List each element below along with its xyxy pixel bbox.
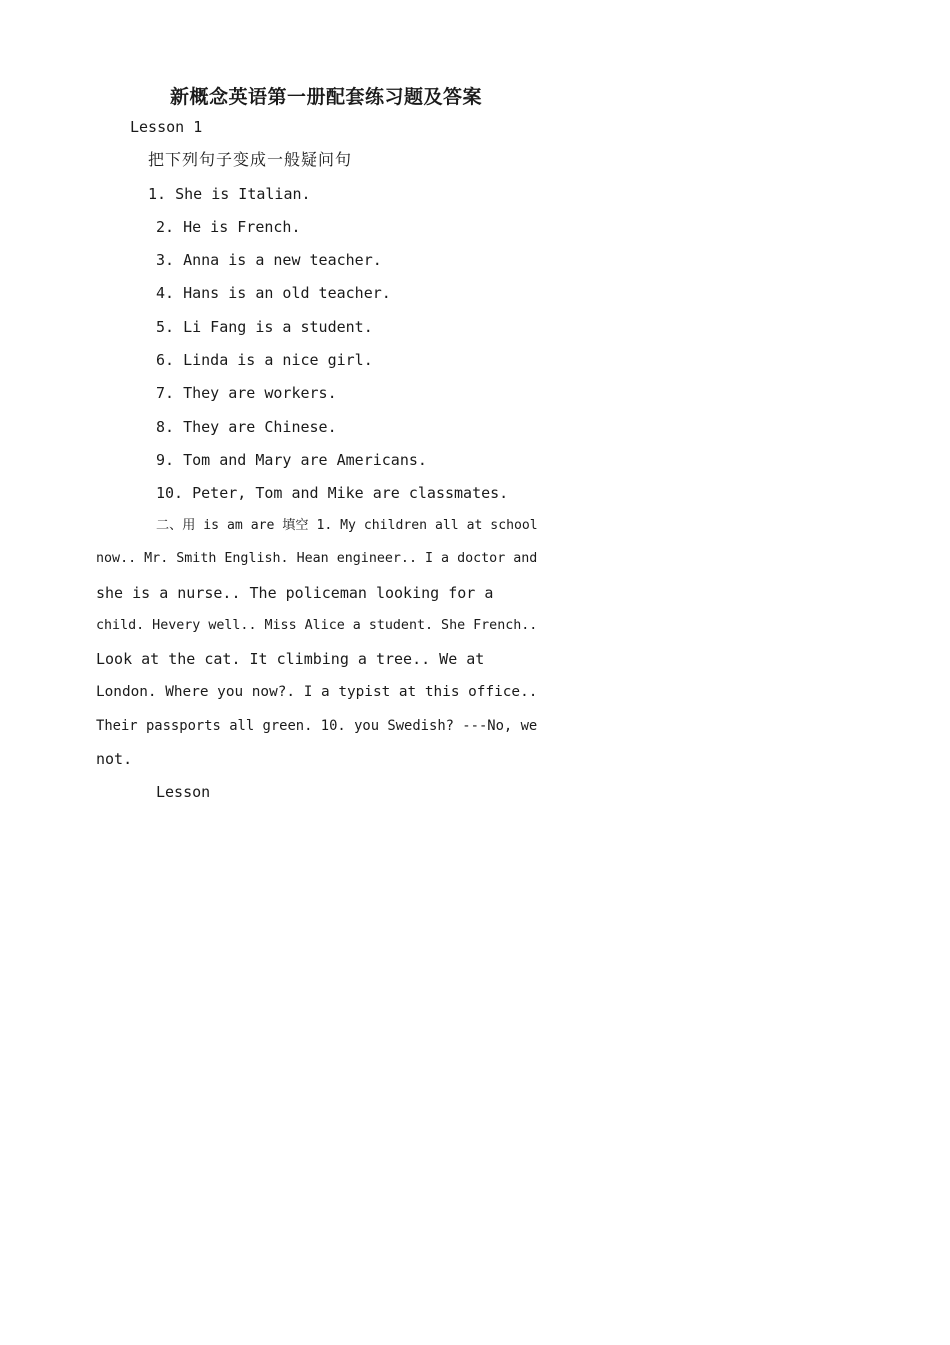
exercise-item-3: 3. Anna is a new teacher. bbox=[156, 251, 382, 269]
section-2-line-text: 二、用 is am are 填空 1. My children all at school bbox=[156, 518, 538, 533]
section-2-line bbox=[96, 716, 538, 736]
next-lesson-heading: Lesson bbox=[156, 783, 211, 801]
section-2-line bbox=[96, 616, 538, 636]
section-2-line bbox=[96, 682, 538, 702]
section-2-line-text: she is a nurse.. The policeman looking for a bbox=[96, 583, 494, 602]
exercise-item-5: 5. Li Fang is a student. bbox=[156, 318, 373, 336]
lesson-1-heading: Lesson 1 bbox=[130, 118, 203, 136]
exercise-item-2: 2. He is French. bbox=[156, 218, 301, 236]
document-title: 新概念英语第一册配套练习题及答案 bbox=[170, 86, 483, 108]
section-2-paragraph bbox=[96, 516, 538, 782]
section-2-line bbox=[96, 583, 538, 603]
section-1-instruction: 把下列句子变成一般疑问句 bbox=[148, 150, 353, 169]
section-2-line-text: now.. Mr. Smith English. Hean engineer.. I a doctor and bbox=[96, 551, 538, 567]
section-2-line bbox=[96, 749, 538, 769]
section-2-line bbox=[96, 649, 538, 669]
section-2-line-text: child. Hevery well.. Miss Alice a student. She French.. bbox=[96, 617, 538, 633]
exercise-item-8: 8. They are Chinese. bbox=[156, 418, 337, 436]
exercise-item-1: 1. She is Italian. bbox=[148, 185, 311, 203]
section-2-line-text: not. bbox=[96, 750, 133, 769]
section-2-line-text: London. Where you now?. I a typist at this office.. bbox=[96, 684, 538, 701]
section-2-line-text: Look at the cat. It climbing a tree.. We at bbox=[96, 650, 485, 669]
section-2-line-text: Their passports all green. 10. you Swedish? ---No, we bbox=[96, 717, 538, 734]
section-2-line bbox=[96, 549, 538, 569]
section-2-line bbox=[96, 516, 538, 536]
exercise-item-9: 9. Tom and Mary are Americans. bbox=[156, 451, 427, 469]
exercise-item-4: 4. Hans is an old teacher. bbox=[156, 284, 391, 302]
exercise-item-10: 10. Peter, Tom and Mike are classmates. bbox=[156, 484, 509, 502]
exercise-item-7: 7. They are workers. bbox=[156, 384, 337, 402]
exercise-item-6: 6. Linda is a nice girl. bbox=[156, 351, 373, 369]
